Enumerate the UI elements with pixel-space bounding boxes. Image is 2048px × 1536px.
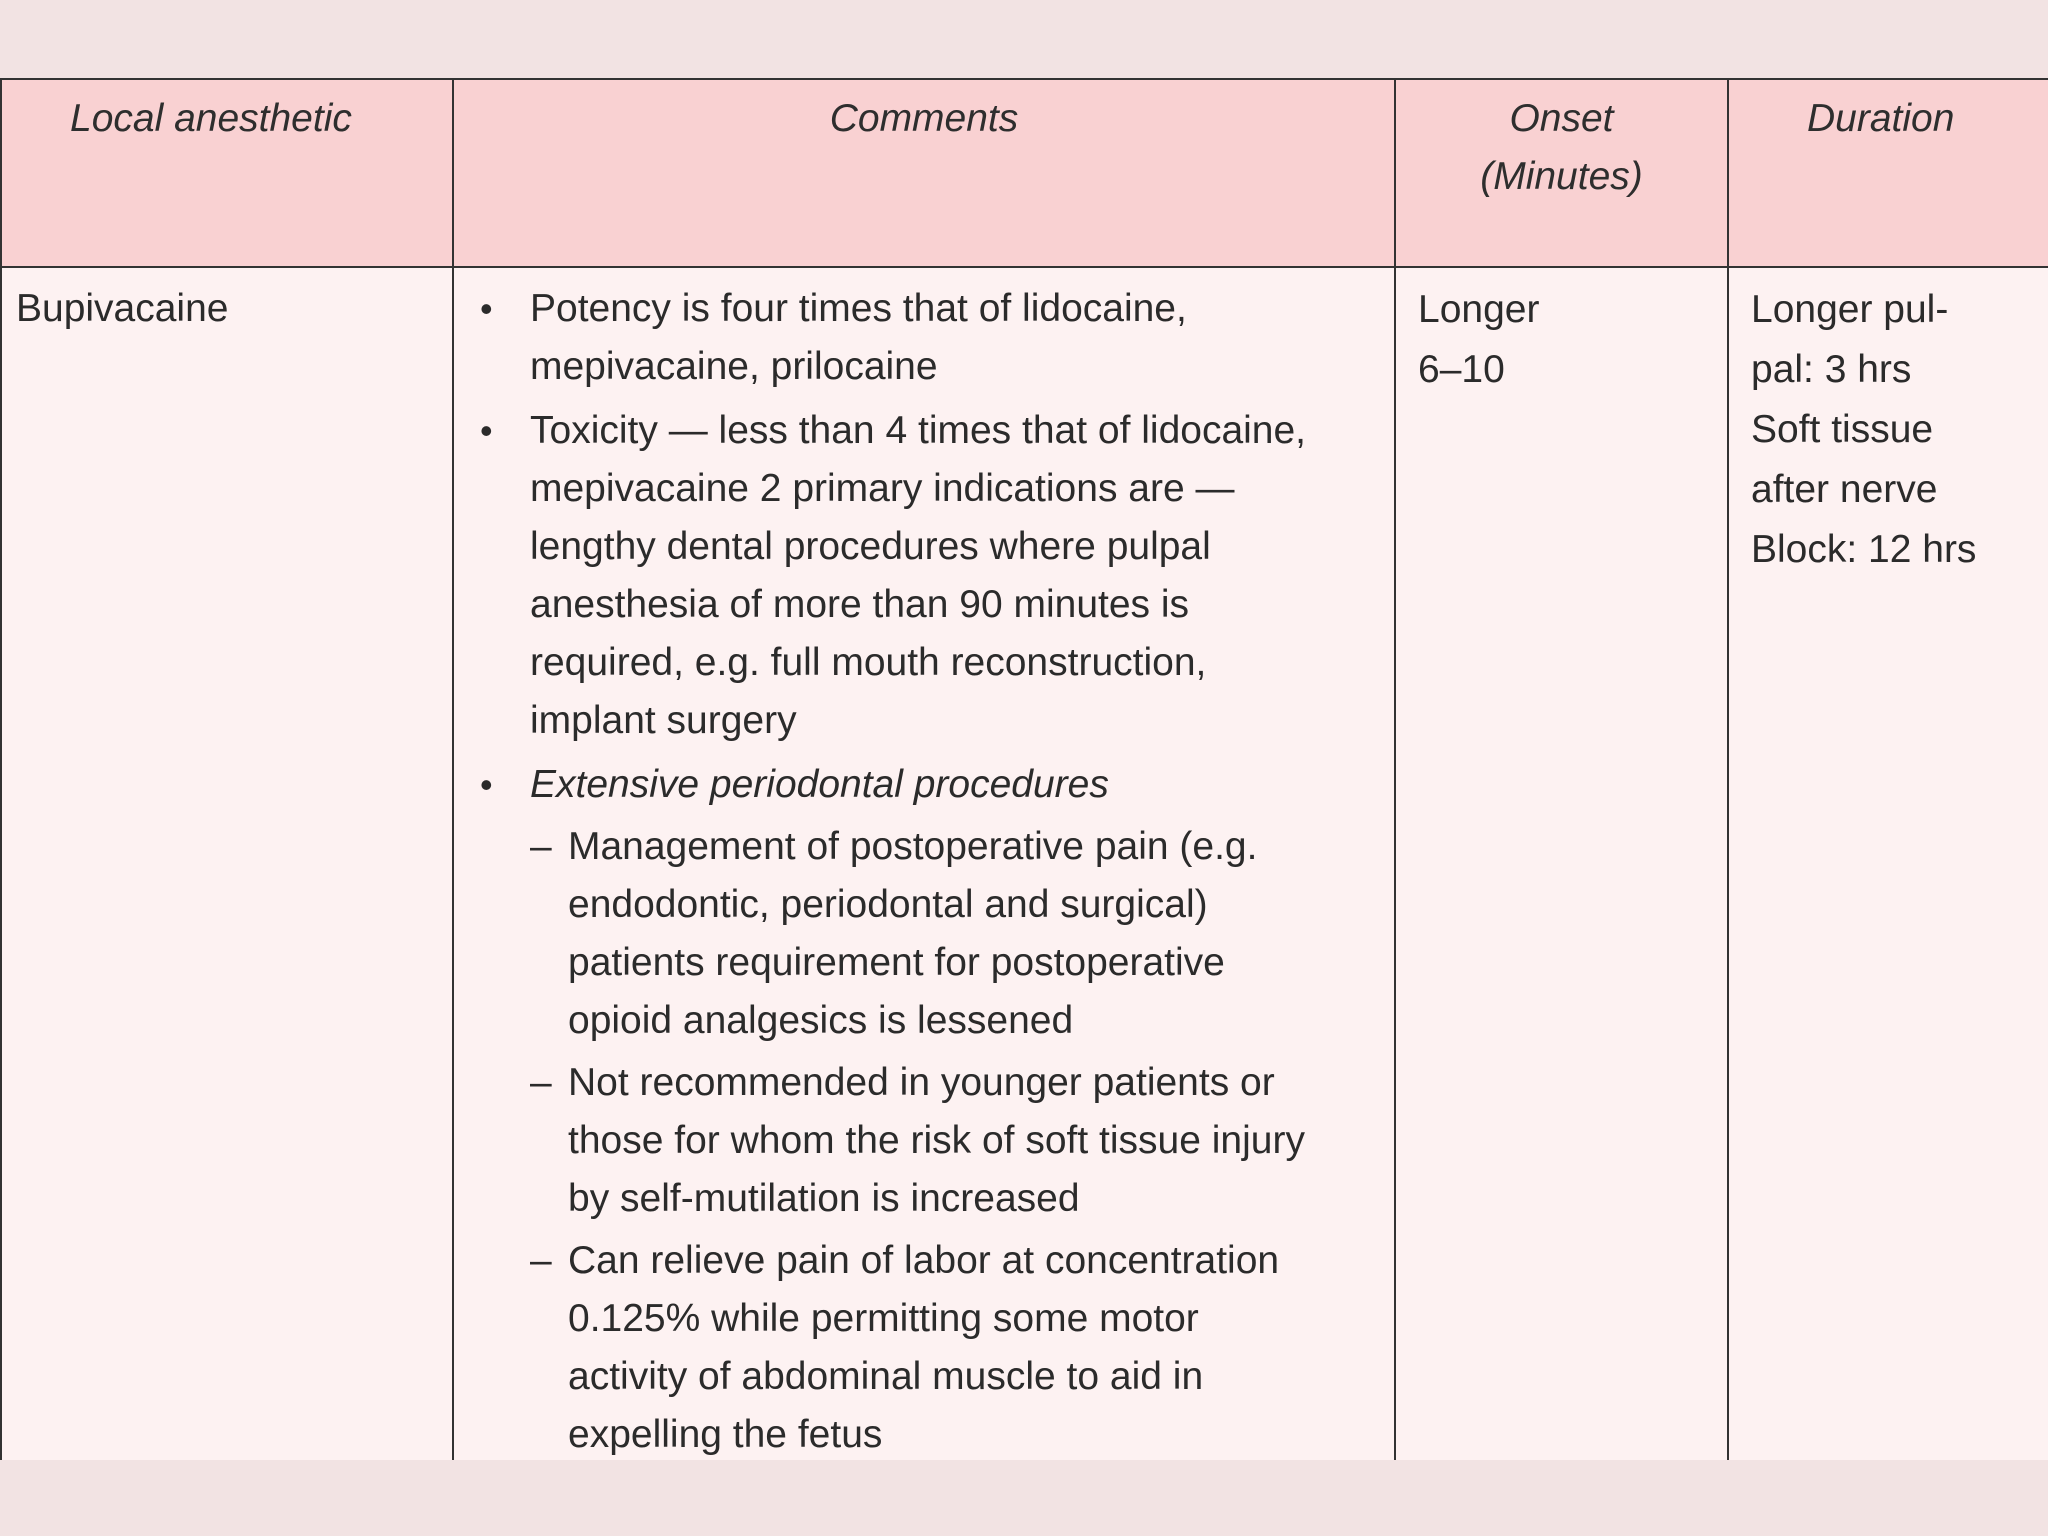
- comment-line: activity of abdominal muscle to aid in: [568, 1355, 1204, 1398]
- header-duration: Duration: [1728, 79, 2048, 267]
- comment-line: implant surgery: [530, 699, 797, 742]
- duration-cell: [1728, 267, 2048, 1470]
- list-item: [454, 402, 1374, 750]
- comment-line: opioid analgesics is lessened: [568, 999, 1074, 1042]
- sub-list-item: [530, 1232, 1374, 1464]
- comment-line: • Potency is four times that of lidocaine,: [530, 287, 1187, 330]
- header-row: [1, 79, 2048, 267]
- comment-line: • Toxicity — less than 4 times that of lidocaine,: [530, 409, 1307, 452]
- duration-line: after nerve: [1751, 468, 1938, 511]
- duration-line: Block: 12 hrs: [1751, 528, 1977, 571]
- anesthetic-name: Bupivacaine: [1, 267, 453, 1470]
- list-item: [454, 756, 1374, 1464]
- comment-line: mepivacaine 2 primary indications are —: [530, 467, 1235, 510]
- comment-line: required, e.g. full mouth reconstruction,: [530, 641, 1207, 684]
- comment-line: expelling the fetus: [568, 1413, 883, 1456]
- comment-line: mepivacaine, prilocaine: [530, 345, 938, 388]
- header-onset: [1395, 79, 1728, 267]
- comment-line: anesthesia of more than 90 minutes is: [530, 583, 1190, 626]
- comment-line: – Can relieve pain of labor at concentration: [568, 1239, 1280, 1282]
- comment-line: – Not recommended in younger patients or: [568, 1061, 1275, 1104]
- bottom-band: [0, 1460, 2048, 1536]
- table-row: [1, 267, 2048, 1470]
- comment-line: endodontic, periodontal and surgical): [568, 883, 1208, 926]
- comment-line: • Extensive periodontal procedures: [530, 763, 1109, 806]
- duration-line: Soft tissue: [1751, 408, 1934, 451]
- comment-line: 0.125% while permitting some motor: [568, 1297, 1199, 1340]
- onset-line: Longer: [1418, 288, 1540, 331]
- list-item: [454, 280, 1374, 396]
- anesthetic-table: [0, 78, 2048, 1470]
- header-onset-line2: (Minutes): [1480, 155, 1643, 198]
- duration-line: Longer pul-: [1751, 288, 1949, 331]
- header-onset-line1: Onset: [1509, 97, 1614, 140]
- comments-list: [454, 280, 1374, 1464]
- onset-cell: [1395, 267, 1728, 1470]
- comment-line: – Management of postoperative pain (e.g.: [568, 825, 1258, 868]
- comment-line: lengthy dental procedures where pulpal: [530, 525, 1211, 568]
- comment-line: by self-mutilation is increased: [568, 1177, 1080, 1220]
- comment-line: those for whom the risk of soft tissue injury: [568, 1119, 1305, 1162]
- onset-line: 6–10: [1418, 348, 1505, 391]
- comments-cell: [453, 267, 1395, 1470]
- sub-list-item: [530, 1054, 1374, 1228]
- header-local-anesthetic: Local anesthetic: [1, 79, 453, 267]
- sub-list: [530, 818, 1374, 1464]
- comment-line: patients requirement for postoperative: [568, 941, 1225, 984]
- header-comments: Comments: [453, 79, 1395, 267]
- sub-list-item: [530, 818, 1374, 1050]
- duration-line: pal: 3 hrs: [1751, 348, 1912, 391]
